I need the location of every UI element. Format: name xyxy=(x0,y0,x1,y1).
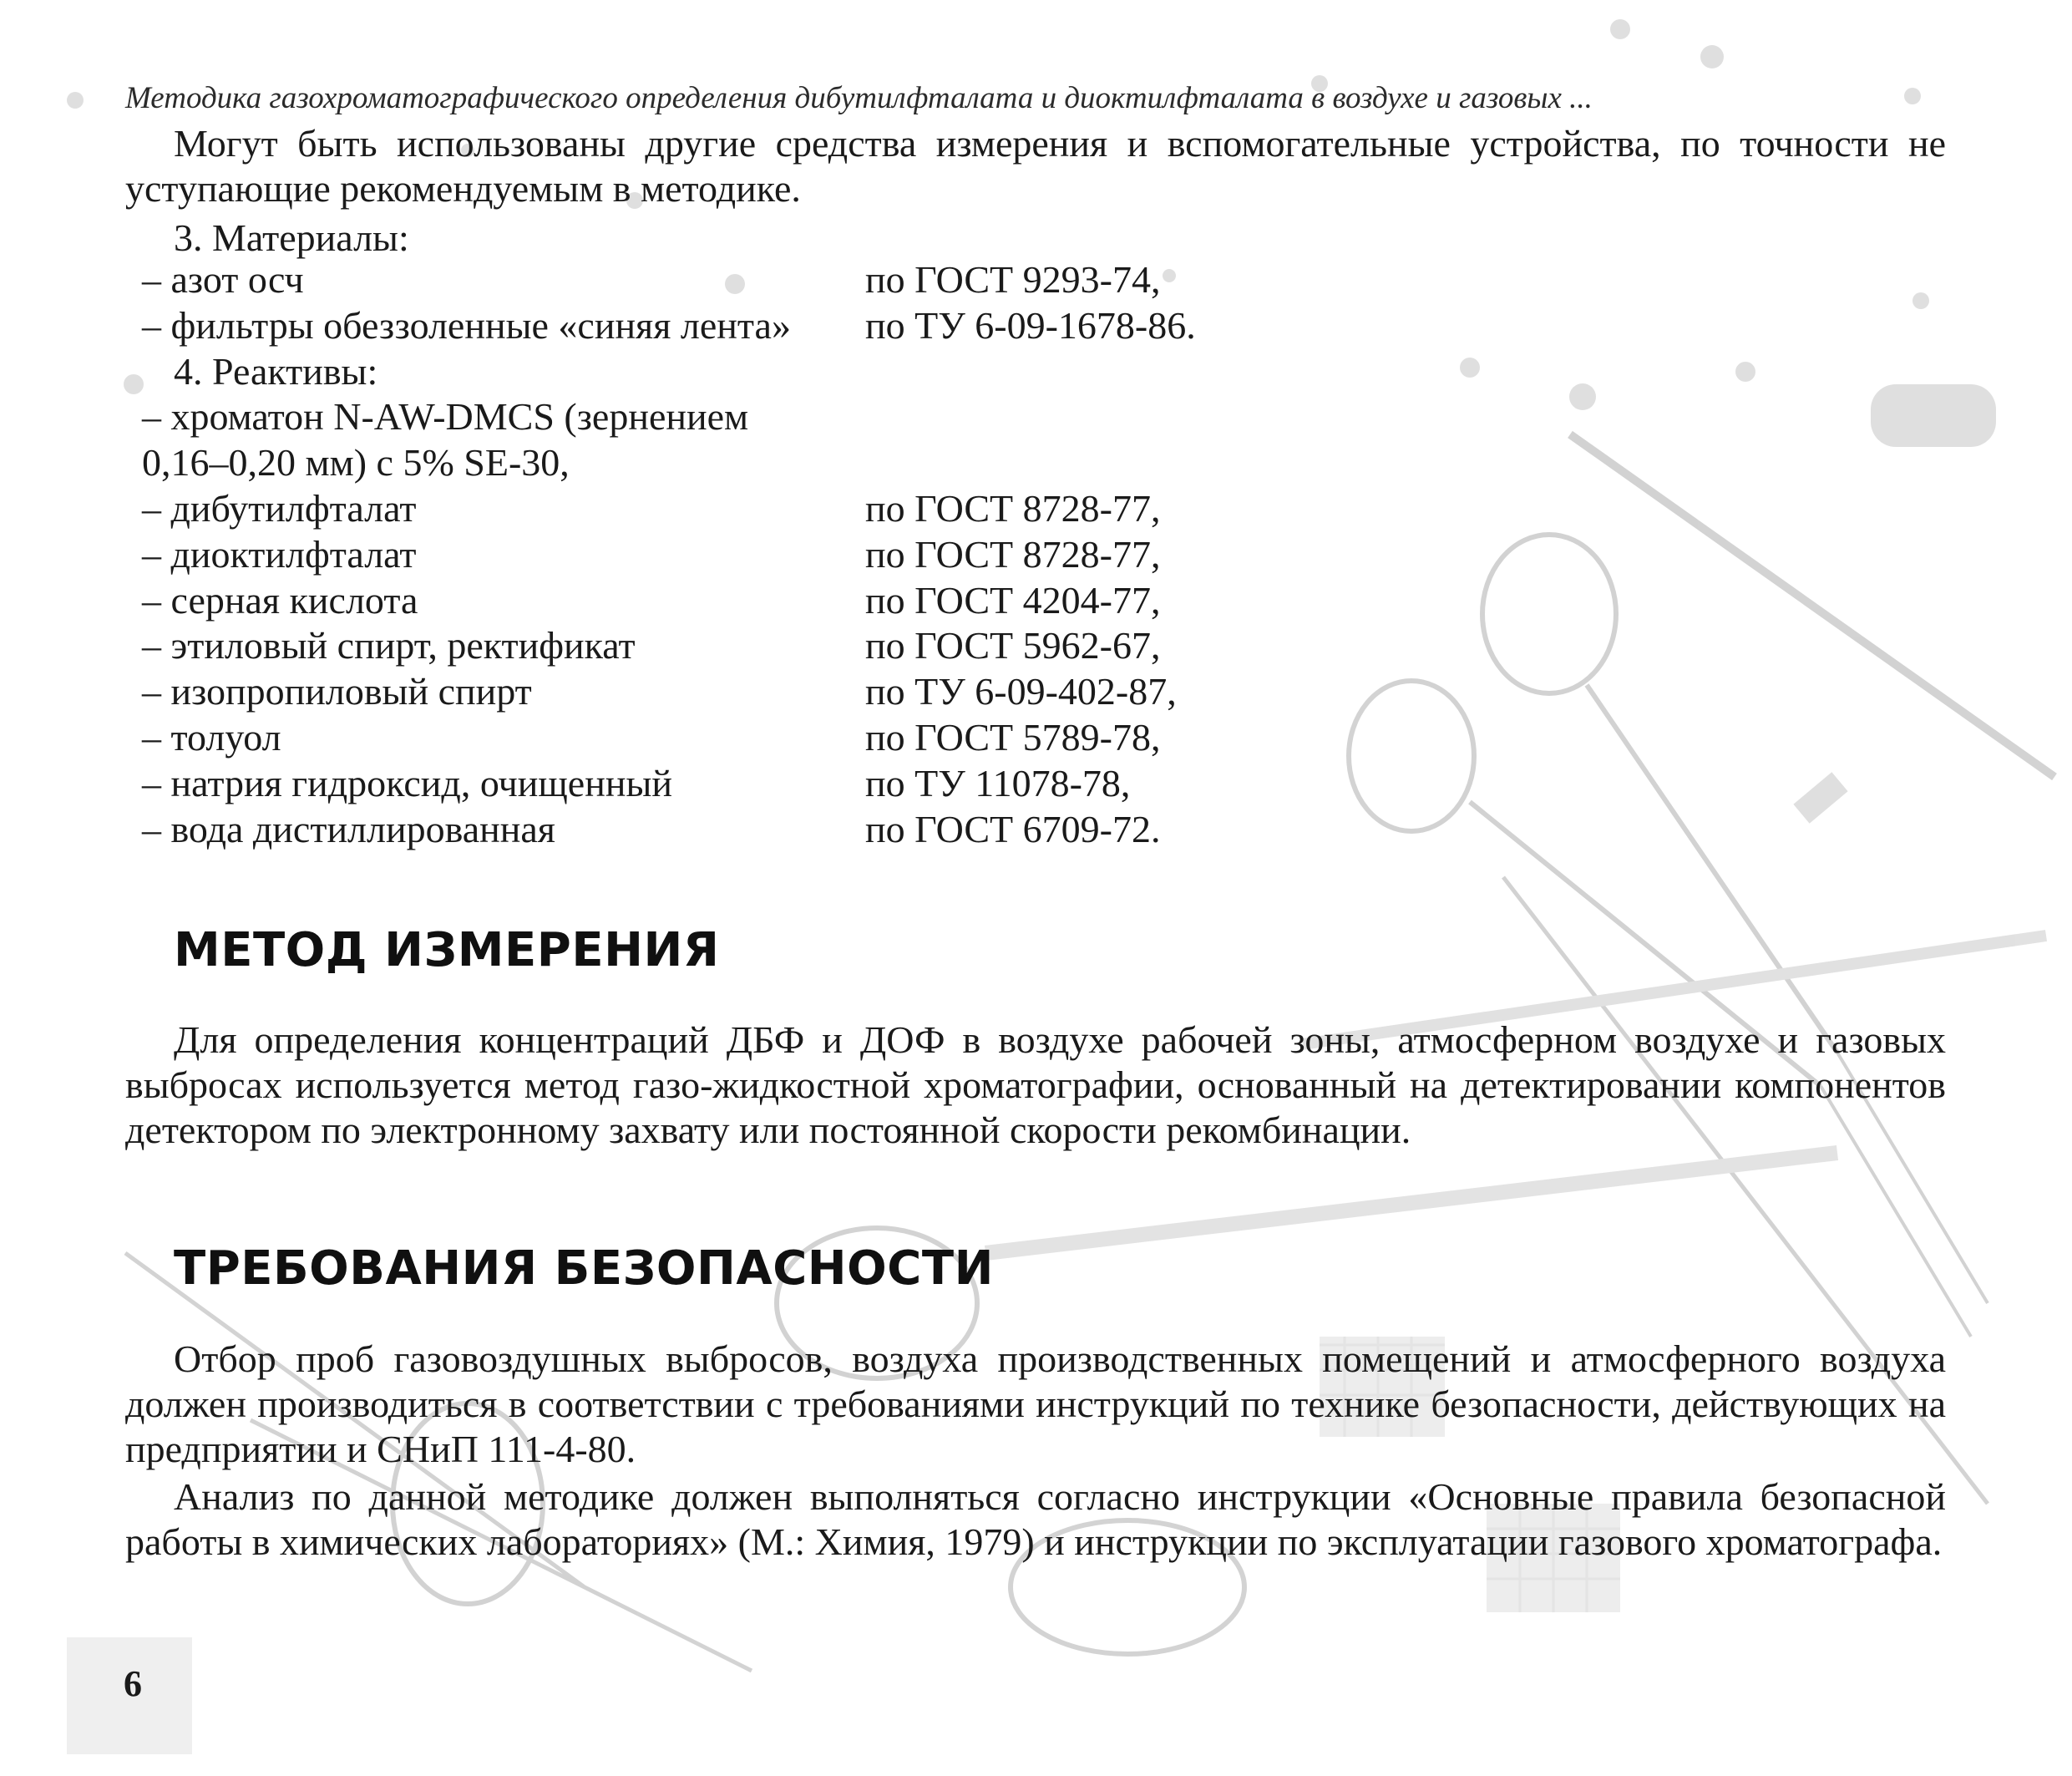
reagent-name: – этиловый спирт, ректификат xyxy=(142,624,636,667)
reagent-standard: по ТУ 6-09-402-87, xyxy=(865,670,1177,713)
list-item xyxy=(142,303,1228,348)
material-standard: по ТУ 6-09-1678-86. xyxy=(865,304,1196,347)
reagent-name: – натрия гидроксид, очищенный xyxy=(142,762,672,804)
reagent-name: – толуол xyxy=(142,716,281,759)
page-number: 6 xyxy=(124,1663,142,1704)
method-paragraph xyxy=(125,1017,1946,1153)
list-item xyxy=(142,486,1228,531)
safety-paragraph-1-text: Отбор проб газовоздушных выбросов, воздуха производственных помещений и атмосферного воздуха должен производиться в соответствии с требованиями инструкций по технике безопасности, действующих на предприятии и СНиП 111-4-80. xyxy=(125,1337,1946,1470)
reagent-standard: по ГОСТ 5962-67, xyxy=(865,624,1161,667)
reagent-chromaton-line2: 0,16–0,20 мм) с 5% SE-30, xyxy=(142,441,570,484)
list-item xyxy=(142,578,1228,623)
reagent-standard: по ГОСТ 5789-78, xyxy=(865,716,1161,759)
safety-heading: ТРЕБОВАНИЯ БЕЗОПАСНОСТИ xyxy=(174,1241,994,1296)
list-item xyxy=(142,532,1228,577)
reagent-name: – вода дистиллированная xyxy=(142,808,555,850)
safety-paragraph-2-text: Анализ по данной методике должен выполняться согласно инструкции «Основные правила безопасной работы в химических лабораториях» (М.: Химия, 1979) и инструкции по эксплуатации газового хроматографа. xyxy=(125,1475,1946,1563)
reagent-name: – серная кислота xyxy=(142,579,418,622)
reagent-name: – диоктилфталат xyxy=(142,533,417,576)
materials-title: 3. Материалы: xyxy=(174,216,409,259)
intro-paragraph xyxy=(125,121,1946,211)
reagent-standard: по ТУ 11078-78, xyxy=(865,762,1131,804)
list-item xyxy=(142,623,1228,668)
reagent-chromaton-line1: – хроматон N-AW-DMCS (зернением xyxy=(142,395,749,438)
list-item xyxy=(142,761,1228,806)
reagent-standard: по ГОСТ 8728-77, xyxy=(865,487,1161,530)
reagent-name: – дибутилфталат xyxy=(142,487,417,530)
list-item xyxy=(142,257,1228,302)
safety-paragraph-2 xyxy=(125,1474,1946,1565)
method-paragraph-text: Для определения концентраций ДБФ и ДОФ в воздухе рабочей зоны, атмосферном воздухе и газовых выбросах используется метод газо-жидкостной хроматографии, основанный на детектировании компонентов детектором по электронному захвату или постоянной скорости рекомбинации. xyxy=(125,1018,1946,1151)
material-name: – азот осч xyxy=(142,258,304,301)
reagent-standard: по ГОСТ 4204-77, xyxy=(865,579,1161,622)
material-name: – фильтры обеззоленные «синяя лента» xyxy=(142,304,791,347)
reagents-title: 4. Реактивы: xyxy=(174,350,378,393)
running-header: Методика газохроматографического определения дибутилфталата и диоктилфталата в воздухе и газовых ... xyxy=(125,81,1593,115)
safety-paragraph-1 xyxy=(125,1337,1946,1472)
list-item xyxy=(142,669,1228,714)
intro-paragraph-text: Могут быть использованы другие средства измерения и вспомогательные устройства, по точности не уступающие рекомендуемым в методике. xyxy=(125,122,1946,210)
method-heading: МЕТОД ИЗМЕРЕНИЯ xyxy=(174,923,720,977)
reagent-name: – изопропиловый спирт xyxy=(142,670,532,713)
reagent-standard: по ГОСТ 6709-72. xyxy=(865,808,1161,850)
list-item xyxy=(142,807,1228,852)
list-item xyxy=(142,715,1228,760)
reagent-standard: по ГОСТ 8728-77, xyxy=(865,533,1161,576)
material-standard: по ГОСТ 9293-74, xyxy=(865,258,1161,301)
